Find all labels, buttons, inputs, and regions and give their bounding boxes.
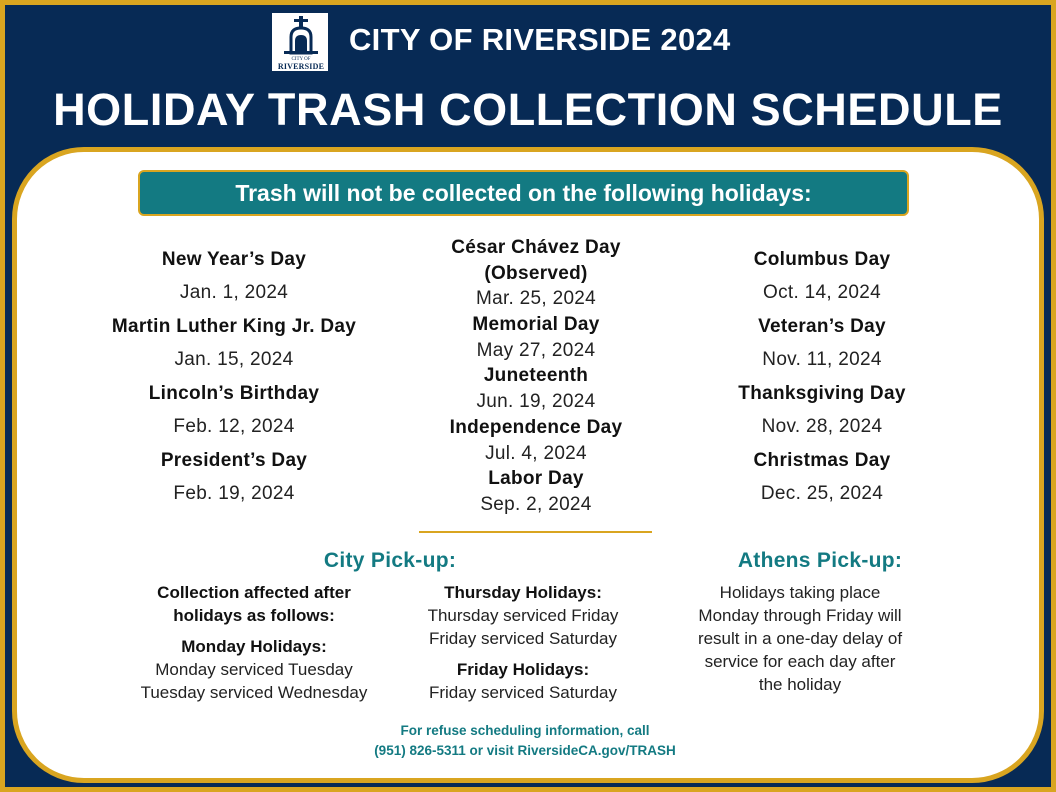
logo-wordmark: RIVERSIDE bbox=[277, 62, 325, 71]
athens-line: the holiday bbox=[758, 675, 842, 694]
holiday-date: Jul. 4, 2024 bbox=[485, 442, 587, 464]
schedule-line: Monday serviced Tuesday bbox=[155, 660, 353, 679]
schedule-line: Thursday serviced Friday bbox=[427, 606, 619, 625]
holiday-name: Lincoln’s Birthday bbox=[148, 383, 320, 404]
holiday-column-2 bbox=[400, 235, 672, 518]
thursday-holidays-title: Thursday Holidays: bbox=[444, 583, 602, 602]
holiday-name: Thanksgiving Day bbox=[738, 383, 906, 404]
holiday-name: Independence Day bbox=[449, 416, 623, 438]
holiday-date: Feb. 19, 2024 bbox=[173, 483, 295, 504]
friday-holidays-title: Friday Holidays: bbox=[456, 660, 590, 679]
holiday-name: Labor Day bbox=[488, 468, 584, 490]
contact-footer bbox=[320, 721, 730, 761]
athens-pickup-block bbox=[665, 581, 935, 696]
holiday-date: Jun. 19, 2024 bbox=[476, 391, 596, 413]
holiday-column-3 bbox=[684, 243, 960, 511]
holiday-date: Nov. 28, 2024 bbox=[761, 416, 883, 437]
holiday-name: Memorial Day bbox=[472, 314, 600, 336]
city-pickup-title: City Pick-up: bbox=[323, 549, 457, 572]
header-title-line2: HOLIDAY TRASH COLLECTION SCHEDULE bbox=[53, 84, 1003, 135]
athens-line: Holidays taking place bbox=[719, 583, 881, 602]
holiday-date: Feb. 12, 2024 bbox=[173, 416, 295, 437]
bell-tower-icon bbox=[272, 13, 330, 57]
holiday-name: President’s Day bbox=[160, 450, 308, 471]
city-pickup-thursday-friday-block bbox=[398, 581, 648, 704]
schedule-line: Friday serviced Saturday bbox=[428, 683, 618, 702]
monday-holidays-title: Monday Holidays: bbox=[181, 637, 327, 656]
holiday-date: Mar. 25, 2024 bbox=[475, 288, 597, 310]
city-pickup-monday-block bbox=[104, 581, 404, 704]
section-divider bbox=[419, 531, 652, 533]
holiday-name: Veteran’s Day bbox=[758, 316, 886, 337]
holiday-column-1 bbox=[94, 243, 374, 511]
holiday-date: Nov. 11, 2024 bbox=[762, 349, 882, 370]
intro-line: holidays as follows: bbox=[173, 606, 335, 625]
footer-line: (951) 826-5311 or visit RiversideCA.gov/TRASH bbox=[374, 743, 676, 758]
no-collection-banner: Trash will not be collected on the following holidays: bbox=[138, 170, 909, 216]
holiday-date: Jan. 1, 2024 bbox=[179, 282, 289, 303]
footer-line: For refuse scheduling information, call bbox=[400, 723, 650, 738]
holiday-date: Jan. 15, 2024 bbox=[174, 349, 294, 370]
athens-line: service for each day after bbox=[704, 652, 896, 671]
athens-line: result in a one-day delay of bbox=[697, 629, 903, 648]
city-logo bbox=[271, 12, 329, 72]
header-title-line1: CITY OF RIVERSIDE 2024 bbox=[349, 22, 731, 57]
intro-line: Collection affected after bbox=[157, 583, 351, 602]
schedule-line: Tuesday serviced Wednesday bbox=[140, 683, 368, 702]
holiday-name: Juneteenth bbox=[483, 365, 589, 387]
holiday-name: Christmas Day bbox=[753, 450, 891, 471]
holiday-date: Oct. 14, 2024 bbox=[763, 282, 881, 303]
holiday-name: New Year’s Day bbox=[161, 249, 307, 270]
holiday-date: Dec. 25, 2024 bbox=[760, 483, 884, 504]
athens-line: Monday through Friday will bbox=[698, 606, 902, 625]
holiday-name: Columbus Day bbox=[753, 249, 891, 270]
holiday-date: May 27, 2024 bbox=[476, 339, 596, 361]
logo-small-text: CITY OF bbox=[291, 57, 311, 62]
holiday-name-note: (Observed) bbox=[484, 262, 588, 284]
holiday-date: Sep. 2, 2024 bbox=[480, 493, 592, 515]
schedule-line: Friday serviced Saturday bbox=[428, 629, 618, 648]
athens-pickup-title: Athens Pick-up: bbox=[737, 549, 903, 572]
holiday-name: César Chávez Day bbox=[451, 237, 621, 258]
holiday-name: Martin Luther King Jr. Day bbox=[111, 316, 357, 337]
